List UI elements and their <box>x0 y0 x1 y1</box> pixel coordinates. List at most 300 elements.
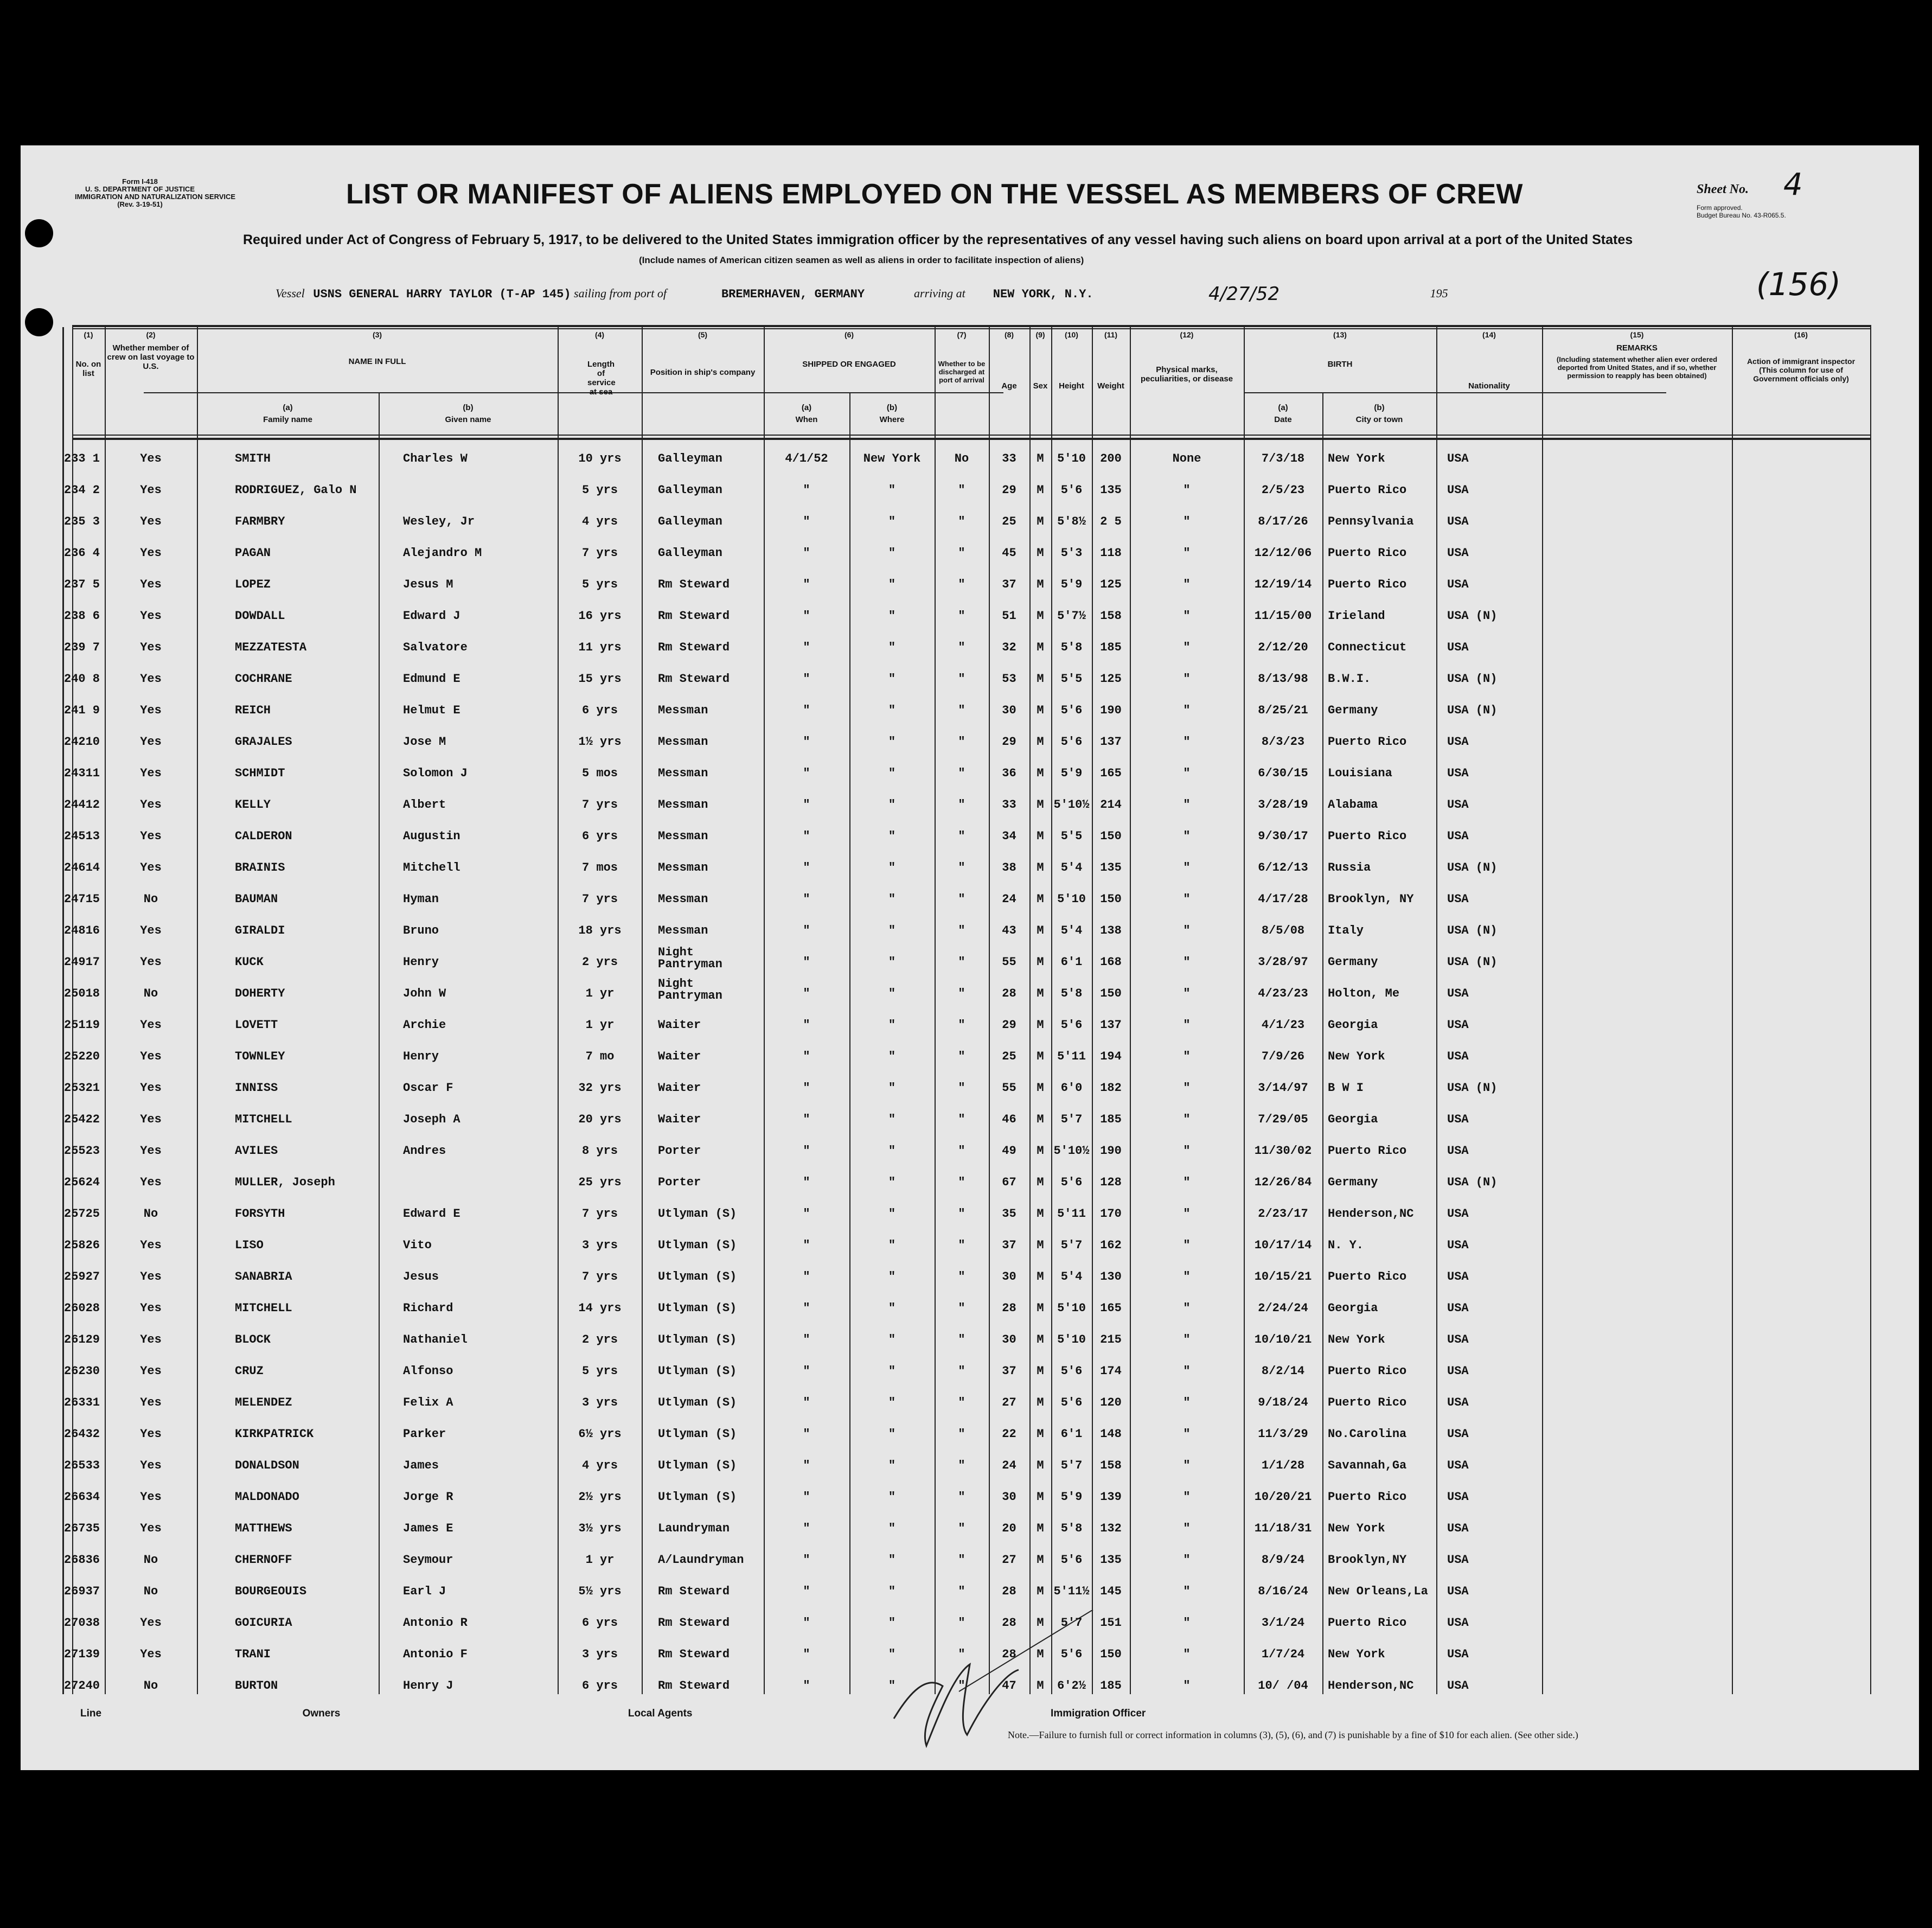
cell-position: Night Pantryman <box>658 947 722 971</box>
cell-bdate: 11/18/31 <box>1254 1522 1312 1535</box>
cell-height: 5'10 <box>1057 1333 1086 1346</box>
cell-sex: M <box>1037 1522 1044 1535</box>
cell-family: BAUMAN <box>235 892 278 906</box>
cell-height: 5'6 <box>1060 483 1083 497</box>
cell-city: Germany <box>1328 704 1378 717</box>
cell-age: 24 <box>1002 1459 1016 1472</box>
footer-note: Note.—Failure to furnish full or correct information in columns (3), (5), (6), and (7) is punishable by a fine of $10 for each alien. (See other side.) <box>1008 1729 1578 1740</box>
cell-bdate: 10/20/21 <box>1254 1490 1312 1504</box>
cell-family: INNISS <box>235 1081 278 1095</box>
table-row <box>64 1291 1871 1322</box>
cell-weight: 194 <box>1100 1050 1122 1063</box>
cell-height: 5'7 <box>1060 1459 1083 1472</box>
col-num: (6) <box>844 330 854 339</box>
cell-weight: 128 <box>1100 1176 1122 1189</box>
cell-position: Utlyman (S) <box>658 1207 737 1221</box>
cell-given: James E <box>403 1522 453 1535</box>
cell-age: 28 <box>1002 1648 1016 1661</box>
cell-nat: USA <box>1447 1144 1469 1158</box>
cell-list: 26432 <box>64 1427 100 1441</box>
cell-given: John W <box>403 987 446 1000</box>
cell-given: Seymour <box>403 1553 453 1567</box>
cell-bdate: 10/10/21 <box>1254 1333 1312 1346</box>
header-sub-b: (b) <box>463 403 474 412</box>
cell-height: 5'9 <box>1060 767 1083 780</box>
cell-marks: " <box>1183 1364 1191 1378</box>
table-row <box>64 1228 1871 1259</box>
header-no-on-list: No. on list <box>75 360 101 378</box>
cell-age: 67 <box>1002 1176 1016 1189</box>
cell-weight: 130 <box>1100 1270 1122 1284</box>
cell-last: No <box>143 987 158 1000</box>
cell-nat: USA (N) <box>1447 704 1498 717</box>
cell-bdate: 2/23/17 <box>1258 1207 1308 1221</box>
cell-disch: " <box>958 1238 965 1252</box>
cell-age: 30 <box>1002 704 1016 717</box>
table-row <box>64 1322 1871 1354</box>
cell-marks: " <box>1183 515 1191 528</box>
cell-list: 24210 <box>64 735 100 749</box>
cell-service: 6 yrs <box>581 704 618 717</box>
cell-family: KELLY <box>235 798 271 812</box>
table-row <box>64 882 1871 913</box>
cell-list: 26634 <box>64 1490 100 1504</box>
header-length-service: Length of service at sea <box>587 360 616 397</box>
cell-sex: M <box>1037 829 1044 843</box>
cell-given: Jesus M <box>403 578 453 591</box>
cell-given: Alejandro M <box>403 546 482 560</box>
header-action-inspector: Action of immigrant inspector (This column for use of Government officials only) <box>1747 357 1856 383</box>
cell-marks: " <box>1183 1113 1191 1126</box>
cell-age: 29 <box>1002 735 1016 749</box>
cell-height: 5'6 <box>1060 1176 1083 1189</box>
cell-marks: " <box>1183 1238 1191 1252</box>
cell-family: BOURGEOUIS <box>235 1585 307 1598</box>
cell-last: Yes <box>140 672 162 686</box>
cell-when: " <box>803 515 810 528</box>
cell-city: Connecticut <box>1328 641 1407 654</box>
col-rule <box>62 327 64 1694</box>
cell-bdate: 7/9/26 <box>1261 1050 1305 1063</box>
table-row <box>64 693 1871 724</box>
cell-nat: USA <box>1447 1270 1469 1284</box>
cell-where: " <box>888 483 896 497</box>
cell-list: 234 2 <box>64 483 100 497</box>
cell-disch: " <box>958 578 965 591</box>
cell-position: Utlyman (S) <box>658 1364 737 1378</box>
cell-when: " <box>803 1050 810 1063</box>
cell-disch: " <box>958 829 965 843</box>
cell-weight: 145 <box>1100 1585 1122 1598</box>
header-birth: BIRTH <box>1327 360 1353 369</box>
cell-where: " <box>888 987 896 1000</box>
departure-port: BREMERHAVEN, GERMANY <box>721 288 865 301</box>
cell-nat: USA (N) <box>1447 672 1498 686</box>
cell-nat: USA <box>1447 1648 1469 1661</box>
cell-position: Rm Steward <box>658 609 730 623</box>
cell-list: 24412 <box>64 798 100 812</box>
table-row <box>64 1196 1871 1228</box>
cell-position: Utlyman (S) <box>658 1270 737 1284</box>
cell-given: Henry <box>403 1050 439 1063</box>
cell-age: 33 <box>1002 798 1016 812</box>
cell-city: Puerto Rico <box>1328 1270 1407 1284</box>
header-discharged: Whether to be discharged at port of arrival <box>938 360 986 384</box>
cell-given: Edmund E <box>403 672 460 686</box>
cell-bdate: 6/12/13 <box>1258 861 1308 874</box>
cell-list: 26129 <box>64 1333 100 1346</box>
cell-list: 233 1 <box>64 452 100 465</box>
cell-city: Puerto Rico <box>1328 578 1407 591</box>
cell-where: " <box>888 955 896 969</box>
cell-city: Georgia <box>1328 1301 1378 1315</box>
cell-last: Yes <box>140 641 162 654</box>
cell-marks: " <box>1183 1585 1191 1598</box>
cell-when: " <box>803 1459 810 1472</box>
cell-where: " <box>888 1522 896 1535</box>
cell-city: Puerto Rico <box>1328 1616 1407 1630</box>
col-num: (12) <box>1180 330 1194 339</box>
cell-service: 2½ yrs <box>578 1490 622 1504</box>
cell-where: " <box>888 1616 896 1630</box>
cell-position: Laundryman <box>658 1522 730 1535</box>
cell-service: 6 yrs <box>581 1679 618 1693</box>
cell-city: New York <box>1328 1522 1385 1535</box>
cell-when: " <box>803 1679 810 1693</box>
header-physical-marks: Physical marks, peculiarities, or disease <box>1140 365 1233 384</box>
cell-service: 5½ yrs <box>578 1585 622 1598</box>
cell-city: Puerto Rico <box>1328 483 1407 497</box>
cell-height: 5'6 <box>1060 1648 1083 1661</box>
col-num: (16) <box>1794 330 1808 339</box>
cell-sex: M <box>1037 1113 1044 1126</box>
cell-marks: " <box>1183 987 1191 1000</box>
cell-city: Alabama <box>1328 798 1378 812</box>
arrival-port: NEW YORK, N.Y. <box>993 288 1093 301</box>
cell-where: " <box>888 735 896 749</box>
rule <box>1244 392 1666 393</box>
cell-height: 5'11½ <box>1053 1585 1090 1598</box>
cell-weight: 185 <box>1100 1679 1122 1693</box>
cell-position: Utlyman (S) <box>658 1427 737 1441</box>
cell-list: 27139 <box>64 1648 100 1661</box>
cell-weight: 158 <box>1100 609 1122 623</box>
cell-where: " <box>888 892 896 906</box>
table-row <box>64 535 1871 567</box>
cell-height: 5'11 <box>1057 1207 1086 1221</box>
cell-family: MATTHEWS <box>235 1522 292 1535</box>
cell-weight: 138 <box>1100 924 1122 937</box>
cell-where: " <box>888 1176 896 1189</box>
table-row <box>64 1007 1871 1039</box>
cell-given: Edward E <box>403 1207 460 1221</box>
cell-nat: USA <box>1447 767 1469 780</box>
cell-nat: USA <box>1447 483 1469 497</box>
cell-service: 5 yrs <box>581 483 618 497</box>
cell-age: 49 <box>1002 1144 1016 1158</box>
cell-city: Henderson,NC <box>1328 1207 1414 1221</box>
cell-family: LISO <box>235 1238 264 1252</box>
cell-nat: USA (N) <box>1447 1176 1498 1189</box>
cell-last: Yes <box>140 955 162 969</box>
cell-list: 241 9 <box>64 704 100 717</box>
cell-last: Yes <box>140 861 162 874</box>
cell-last: Yes <box>140 1648 162 1661</box>
cell-height: 5'7½ <box>1057 609 1086 623</box>
cell-weight: 190 <box>1100 704 1122 717</box>
table-row <box>64 1448 1871 1479</box>
cell-height: 5'8½ <box>1057 515 1086 528</box>
header-position: Position in ship's company <box>650 368 756 377</box>
cell-position: Porter <box>658 1176 701 1189</box>
cell-given: Antonio F <box>403 1648 468 1661</box>
cell-last: Yes <box>140 609 162 623</box>
table-row <box>64 598 1871 630</box>
cell-sex: M <box>1037 609 1044 623</box>
cell-when: " <box>803 1427 810 1441</box>
table-row <box>64 1574 1871 1605</box>
cell-nat: USA (N) <box>1447 1081 1498 1095</box>
cell-nat: USA <box>1447 515 1469 528</box>
cell-when: " <box>803 641 810 654</box>
cell-list: 25927 <box>64 1270 100 1284</box>
cell-given: Wesley, Jr <box>403 515 475 528</box>
cell-weight: 135 <box>1100 483 1122 497</box>
cell-sex: M <box>1037 1364 1044 1378</box>
table-row <box>64 1542 1871 1574</box>
table-row <box>64 1479 1871 1511</box>
cell-age: 27 <box>1002 1396 1016 1409</box>
manifest-sheet <box>21 145 1919 1770</box>
cell-family: KIRKPATRICK <box>235 1427 314 1441</box>
cell-city: Henderson,NC <box>1328 1679 1414 1693</box>
cell-disch: " <box>958 1270 965 1284</box>
cell-list: 26028 <box>64 1301 100 1315</box>
cell-where: " <box>888 1427 896 1441</box>
cell-sex: M <box>1037 861 1044 874</box>
cell-last: Yes <box>140 483 162 497</box>
cell-marks: " <box>1183 609 1191 623</box>
cell-list: 24513 <box>64 829 100 843</box>
cell-given: Parker <box>403 1427 446 1441</box>
vessel-name: USNS GENERAL HARRY TAYLOR (T-AP 145) <box>313 288 571 301</box>
cell-bdate: 8/2/14 <box>1261 1364 1305 1378</box>
cell-age: 34 <box>1002 829 1016 843</box>
cell-marks: " <box>1183 924 1191 937</box>
cell-nat: USA <box>1447 1490 1469 1504</box>
cell-age: 51 <box>1002 609 1016 623</box>
cell-family: SMITH <box>235 452 271 465</box>
table-row <box>64 913 1871 944</box>
cell-disch: " <box>958 1018 965 1032</box>
cell-disch: " <box>958 1490 965 1504</box>
cell-when: " <box>803 1238 810 1252</box>
cell-age: 20 <box>1002 1522 1016 1535</box>
cell-height: 5'10 <box>1057 892 1086 906</box>
cell-disch: " <box>958 892 965 906</box>
cell-sex: M <box>1037 1490 1044 1504</box>
cell-list: 24715 <box>64 892 100 906</box>
cell-family: GOICURIA <box>235 1616 292 1630</box>
arriving-label: arriving at <box>914 286 965 300</box>
table-row <box>64 1259 1871 1291</box>
cell-given: Jose M <box>403 735 446 749</box>
cell-position: Waiter <box>658 1050 701 1063</box>
cell-where: " <box>888 1679 896 1693</box>
form-line: Form I-418 <box>122 177 158 186</box>
cell-when: " <box>803 1396 810 1409</box>
cell-marks: " <box>1183 861 1191 874</box>
cell-given: Charles W <box>403 452 468 465</box>
cell-list: 26533 <box>64 1459 100 1472</box>
table-row <box>64 1102 1871 1133</box>
cell-last: Yes <box>140 767 162 780</box>
cell-disch: " <box>958 609 965 623</box>
cell-family: MEZZATESTA <box>235 641 307 654</box>
cell-where: " <box>888 1459 896 1472</box>
cell-when: " <box>803 892 810 906</box>
cell-position: Rm Steward <box>658 1679 730 1693</box>
cell-age: 28 <box>1002 987 1016 1000</box>
cell-disch: " <box>958 641 965 654</box>
cell-family: REICH <box>235 704 271 717</box>
cell-family: CALDERON <box>235 829 292 843</box>
cell-sex: M <box>1037 515 1044 528</box>
cell-service: 2 yrs <box>581 955 618 969</box>
cell-family: MULLER, Joseph <box>235 1176 335 1189</box>
cell-position: Utlyman (S) <box>658 1490 737 1504</box>
table-row <box>64 441 1871 473</box>
cell-age: 30 <box>1002 1490 1016 1504</box>
header-where: Where <box>879 415 905 424</box>
cell-disch: " <box>958 1679 965 1693</box>
cell-list: 26836 <box>64 1553 100 1567</box>
cell-disch: " <box>958 1427 965 1441</box>
cell-sex: M <box>1037 1018 1044 1032</box>
cell-weight: 182 <box>1100 1081 1122 1095</box>
cell-sex: M <box>1037 767 1044 780</box>
cell-nat: USA <box>1447 1238 1469 1252</box>
cell-position: Galleyman <box>658 515 722 528</box>
cell-position: Rm Steward <box>658 578 730 591</box>
cell-weight: 174 <box>1100 1364 1122 1378</box>
table-row <box>64 1165 1871 1196</box>
approval-line: Form approved. <box>1697 204 1743 212</box>
cell-age: 36 <box>1002 767 1016 780</box>
cell-last: Yes <box>140 1081 162 1095</box>
cell-disch: " <box>958 1176 965 1189</box>
cell-list: 26331 <box>64 1396 100 1409</box>
cell-age: 35 <box>1002 1207 1016 1221</box>
cell-marks: " <box>1183 704 1191 717</box>
cell-last: No <box>143 1585 158 1598</box>
cell-nat: USA <box>1447 1396 1469 1409</box>
cell-city: Louisiana <box>1328 767 1392 780</box>
cell-bdate: 10/15/21 <box>1254 1270 1312 1284</box>
cell-bdate: 1/7/24 <box>1261 1648 1305 1661</box>
cell-disch: " <box>958 861 965 874</box>
cell-weight: 137 <box>1100 735 1122 749</box>
cell-given: Jorge R <box>403 1490 453 1504</box>
cell-age: 38 <box>1002 861 1016 874</box>
header-family-name: Family name <box>263 415 312 424</box>
cell-family: LOVETT <box>235 1018 278 1032</box>
cell-marks: " <box>1183 892 1191 906</box>
cell-city: Holton, Me <box>1328 987 1400 1000</box>
cell-city: Puerto Rico <box>1328 1144 1407 1158</box>
cell-list: 25826 <box>64 1238 100 1252</box>
cell-disch: " <box>958 1459 965 1472</box>
cell-marks: " <box>1183 735 1191 749</box>
cell-given: James <box>403 1459 439 1472</box>
cell-height: 5'5 <box>1060 829 1083 843</box>
cell-city: Germany <box>1328 1176 1378 1189</box>
cell-last: Yes <box>140 924 162 937</box>
cell-marks: " <box>1183 1018 1191 1032</box>
cell-city: Russia <box>1328 861 1371 874</box>
table-row <box>64 1070 1871 1102</box>
cell-nat: USA <box>1447 1427 1469 1441</box>
cell-list: 26937 <box>64 1585 100 1598</box>
cell-bdate: 3/1/24 <box>1261 1616 1305 1630</box>
cell-age: 53 <box>1002 672 1016 686</box>
cell-bdate: 8/3/23 <box>1261 735 1305 749</box>
cell-sex: M <box>1037 641 1044 654</box>
cell-marks: " <box>1183 578 1191 591</box>
header-given-name: Given name <box>445 415 491 424</box>
cell-position: Galleyman <box>658 452 722 465</box>
cell-when: " <box>803 987 810 1000</box>
cell-height: 5'10 <box>1057 1301 1086 1315</box>
header-remarks-note: (Including statement whether alien ever ordered deported from United States, and if so, whether permission to reapply has been obtained) <box>1556 355 1718 380</box>
cell-given: Salvatore <box>403 641 468 654</box>
cell-height: 5'7 <box>1060 1113 1083 1126</box>
cell-weight: 165 <box>1100 767 1122 780</box>
cell-given: Hyman <box>403 892 439 906</box>
cell-where: " <box>888 1396 896 1409</box>
header-sub-b: (b) <box>1374 403 1385 412</box>
cell-where: " <box>888 1301 896 1315</box>
cell-sex: M <box>1037 1301 1044 1315</box>
cell-sex: M <box>1037 546 1044 560</box>
cell-position: Waiter <box>658 1081 701 1095</box>
cell-bdate: 3/14/97 <box>1258 1081 1308 1095</box>
cell-family: TOWNLEY <box>235 1050 285 1063</box>
cell-position: Messman <box>658 829 708 843</box>
cell-service: 10 yrs <box>578 452 622 465</box>
cell-marks: " <box>1183 955 1191 969</box>
cell-bdate: 9/18/24 <box>1258 1396 1308 1409</box>
cell-service: 2 yrs <box>581 1333 618 1346</box>
header-sub-b: (b) <box>886 403 898 412</box>
cell-age: 33 <box>1002 452 1016 465</box>
cell-disch: " <box>958 735 965 749</box>
cell-position: Rm Steward <box>658 1585 730 1598</box>
cell-family: DOHERTY <box>235 987 285 1000</box>
cell-age: 25 <box>1002 515 1016 528</box>
cell-marks: " <box>1183 1333 1191 1346</box>
cell-city: No.Carolina <box>1328 1427 1407 1441</box>
cell-age: 55 <box>1002 1081 1016 1095</box>
cell-marks: " <box>1183 1616 1191 1630</box>
cell-marks: " <box>1183 1490 1191 1504</box>
cell-weight: 120 <box>1100 1396 1122 1409</box>
cell-where: " <box>888 829 896 843</box>
cell-where: " <box>888 546 896 560</box>
cell-when: " <box>803 735 810 749</box>
cell-given: Jesus <box>403 1270 439 1284</box>
cell-sex: M <box>1037 735 1044 749</box>
